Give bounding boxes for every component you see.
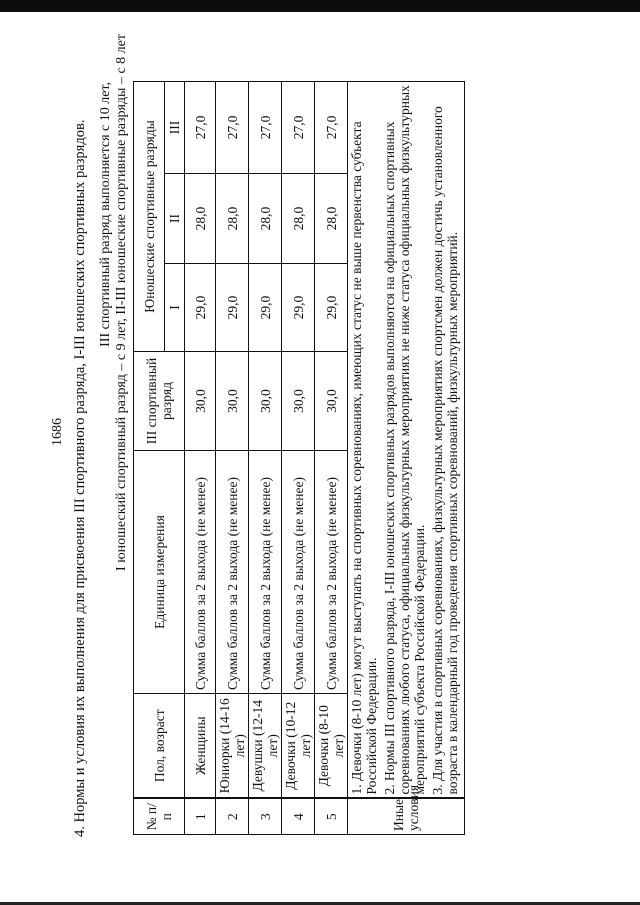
- row-num: 2: [216, 799, 249, 835]
- header-sex-age: Пол, возраст: [134, 694, 185, 799]
- row-num: 1: [185, 799, 216, 835]
- row-unit: Сумма баллов за 2 выхода (не менее): [249, 451, 282, 694]
- row-youth-2: 28,0: [216, 174, 249, 264]
- row-youth-2: 28,0: [315, 174, 348, 264]
- row-num: 3: [249, 799, 282, 835]
- header-third-rank: III спортивный разряд: [134, 352, 185, 451]
- row-group: Девушки (12-14 лет): [249, 694, 282, 799]
- row-unit: Сумма баллов за 2 выхода (не менее): [315, 451, 348, 694]
- rotated-page: [45, 22, 465, 862]
- row-num: 4: [282, 799, 315, 835]
- row-unit: Сумма баллов за 2 выхода (не менее): [282, 451, 315, 694]
- header-youth-1: I: [165, 264, 185, 352]
- row-youth-2: 28,0: [249, 174, 282, 264]
- other-conditions-label: Иные условия: [348, 799, 465, 835]
- header-youth-ranks: Юношеские спортивные разряды: [134, 81, 165, 351]
- norms-table: [133, 81, 465, 835]
- row-rank-3: 30,0: [185, 352, 216, 451]
- row-youth-2: 28,0: [282, 174, 315, 264]
- condition-1: 1. Девочки (8-10 лет) могут выступать на спортивных соревнованиях, имеющих статус не выше первенства субъекта Российской Федерации.: [349, 121, 379, 795]
- row-rank-3: 30,0: [216, 352, 249, 451]
- row-rank-3: 30,0: [249, 352, 282, 451]
- header-unit: Единица измерения: [134, 451, 185, 694]
- row-rank-3: 30,0: [282, 352, 315, 451]
- row-youth-1: 29,0: [282, 264, 315, 352]
- row-youth-1: 29,0: [249, 264, 282, 352]
- rank-age-note-2: I юношеский спортивный разряд – с 9 лет, II-III юношеские спортивные разряды – с 8 лет: [114, 34, 129, 571]
- section-heading: 4. Нормы и условия их выполнения для присвоения III спортивного разряда, I-III юношеских спортивных разрядов.: [72, 119, 88, 837]
- table-row: [249, 81, 282, 834]
- header-num: № п/п: [134, 799, 185, 835]
- row-unit: Сумма баллов за 2 выхода (не менее): [185, 451, 216, 694]
- row-youth-1: 29,0: [185, 264, 216, 352]
- row-unit: Сумма баллов за 2 выхода (не менее): [216, 451, 249, 694]
- header-youth-3: III: [165, 81, 185, 173]
- row-group: Женщины: [185, 694, 216, 799]
- row-youth-2: 28,0: [185, 174, 216, 264]
- table-row: [185, 81, 216, 834]
- row-youth-3: 27,0: [249, 81, 282, 173]
- table-row: [216, 81, 249, 834]
- other-conditions-text: [348, 81, 465, 798]
- condition-2: 2. Нормы III спортивного разряда, I-III юношеских спортивных разрядов выполняются на официальных спортивных соревнованиях любого статуса, официальных физкультурных мероприятиях не ниже статуса официальных физкультурных мероприятий субъекта Российской Федерации.: [382, 85, 427, 795]
- row-youth-3: 27,0: [185, 81, 216, 173]
- row-group: Девочки (10-12 лет): [282, 694, 315, 799]
- row-group: Девочки (8-10 лет): [315, 694, 348, 799]
- page-number: 1686: [50, 418, 65, 446]
- row-rank-3: 30,0: [315, 352, 348, 451]
- row-youth-1: 29,0: [315, 264, 348, 352]
- scan-top-border: [0, 0, 640, 12]
- header-row: [134, 81, 165, 834]
- table-row: [315, 81, 348, 834]
- row-num: 5: [315, 799, 348, 835]
- rank-age-note-1: III спортивный разряд выполняется с 10 лет,: [98, 82, 113, 347]
- row-group: Юниорки (14-16 лет): [216, 694, 249, 799]
- row-youth-3: 27,0: [216, 81, 249, 173]
- table-row: [282, 81, 315, 834]
- row-youth-3: 27,0: [315, 81, 348, 173]
- condition-3: 3. Для участия в спортивных соревнованиях, физкультурных мероприятиях спортсмен должен достичь установленного возраста в календарный год проведения спортивных соревнований, физкультурных мероприятий.: [430, 106, 460, 795]
- header-youth-2: II: [165, 174, 185, 264]
- other-conditions-row: [348, 81, 465, 834]
- row-youth-3: 27,0: [282, 81, 315, 173]
- row-youth-1: 29,0: [216, 264, 249, 352]
